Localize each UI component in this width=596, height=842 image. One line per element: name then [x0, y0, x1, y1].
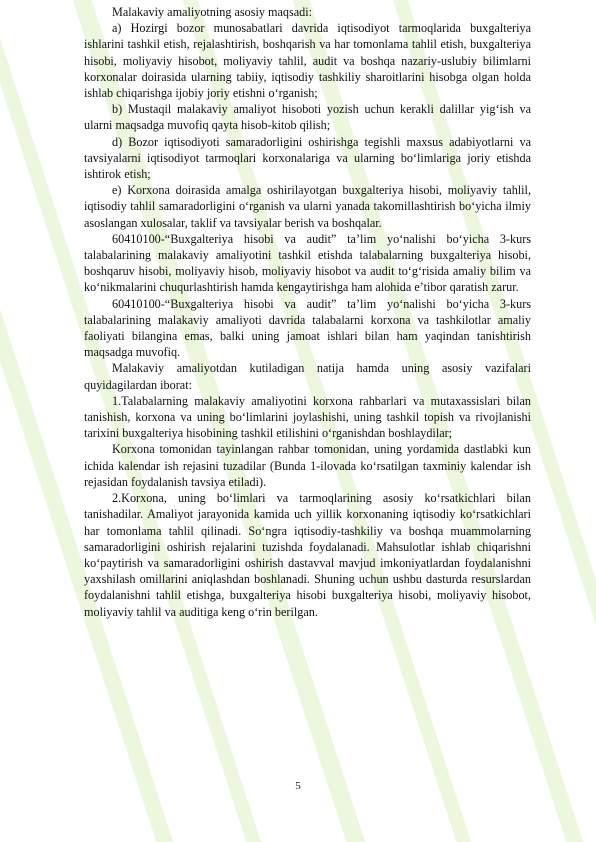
- paragraph-goal-e: e) Korxona doirasida amalga oshirilayotgan buxgalteriya hisobi, moliyaviy tahlil, iqtisodiy tahlil samaradorligini o‘rganish va ularni yanada takomillashtirish bo‘yicha ilmiy asoslangan xulosalar, taklif va tavsiyalar berish va boshqalar.: [84, 183, 531, 230]
- paragraph-course-practice: 60410100-“Buxgalteriya hisobi va audit” ta’lim yo‘nalishi bo‘yicha 3-kurs talabalarining malakaviy amaliyoti davrida talabalarni korxona va tashkilotlar amaliy faoliyati bilangina emas, balki uning jamoat ishlari bilan ham yaqindan tanishtirish maqsadga muvofiq.: [84, 296, 531, 360]
- paragraph-task-2: 2.Korxona, uning bo‘limlari va tarmoqlarining asosiy ko‘rsatkichlari bilan tanishadilar. Amaliyot jarayonida kamida uch yillik korxonaning iqtisodiy ko‘rsatkichlari har tomonlama tahlil qilinadi. So‘ngra iqtisodiy-tashkiliy va boshqa muammolarning samaradorligini oshirish rejalarini tuzishda foydalanadi. Mahsulotlar ishlab chiqarishni ko‘paytirish va samaradorligini oshirish dastavval mavjud imkoniyatlardan foydalanishni yaxshilash omillarini aniqlashdan boshlanadi. Shuning uchun ushbu dasturda resurslardan foydalanishni tahlil etishga, buxgalteriya hisobi buxgalteriya hisobi, moliyaviy hisobot, moliyaviy tahlil va auditiga keng o‘rin berilgan.: [84, 491, 531, 619]
- paragraph-results-intro: Malakaviy amaliyotdan kutiladigan natija hamda uning asosiy vazifalari quyidagilardan iborat:: [84, 361, 531, 392]
- paragraph-course-skills: 60410100-“Buxgalteriya hisobi va audit” ta’lim yo‘nalishi bo‘yicha 3-kurs talabalarining malakaviy amaliyotini tashkil etishda talabalarning buxgalteriya hisobi, boshqaruv hisobi, moliyaviy hisob, moliyaviy hisobot va audit to‘g‘risida amaliy bilim va ko‘nikmalarini chuqurlashtirish hamda kengaytirishga ham alohida e’tibor qaratish zarur.: [84, 231, 531, 295]
- paragraph-goal-d: d) Bozor iqtisodiyoti samaradorligini oshirishga tegishli maxsus adabiyotlarni va tavsiyalarni iqtisodiyot tarmoqlari korxonalariga va ularning bo‘limlariga joriy etishda ishtirok etish;: [84, 134, 531, 182]
- page-number: 5: [295, 780, 301, 792]
- paragraph-goal-a: a) Hozirgi bozor munosabatlari davrida iqtisodiyot tarmoqlarida buxgalteriya ishlarini tashkil etish, rejalashtirish, boshqarish va har tomonlama tahlil etish, buxgalteriya hisobi, moliyaviy hisobot, moliyaviy tahlil, audit va boshqa nazariy-uslubiy bilimlarni korxonalar doirasida ularning tabiiy, iqtisodiy tashkiliy sharoitlarini hisobga olgan holda ishlab chiqarishga ijobiy joriy etishni o‘rganish;: [84, 21, 531, 101]
- paragraph-calendar-plan: Korxona tomonidan tayinlangan rahbar tomonidan, uning yordamida dastlabki kun ichida kalendar ish rejasini tuzadilar (Bunda 1-ilovada ko‘rsatilgan taxminiy kalendar ish rejasidan foydalanish tavsiya etiladi).: [84, 442, 531, 489]
- paragraph-task-1: 1.Talabalarning malakaviy amaliyotini korxona rahbarlari va mutaxassislari bilan tanishish, korxona va uning bo‘limlarini joylashishi, uning tashkil topish va rivojlanishi tarixini buxgalteriya hisobining tashkil etilishini o‘rganishdan boshlaydilar;: [84, 393, 531, 441]
- paragraph-goal-heading: Malakaviy amaliyotning asosiy maqsadi:: [112, 5, 313, 19]
- paragraph-goal-b: b) Mustaqil malakaviy amaliyot hisoboti yozish uchun kerakli dalillar yig‘ish va ularni maqsadga muvofiq qayta hisob-kitob qilish;: [84, 102, 531, 133]
- document-body: [84, 4, 531, 620]
